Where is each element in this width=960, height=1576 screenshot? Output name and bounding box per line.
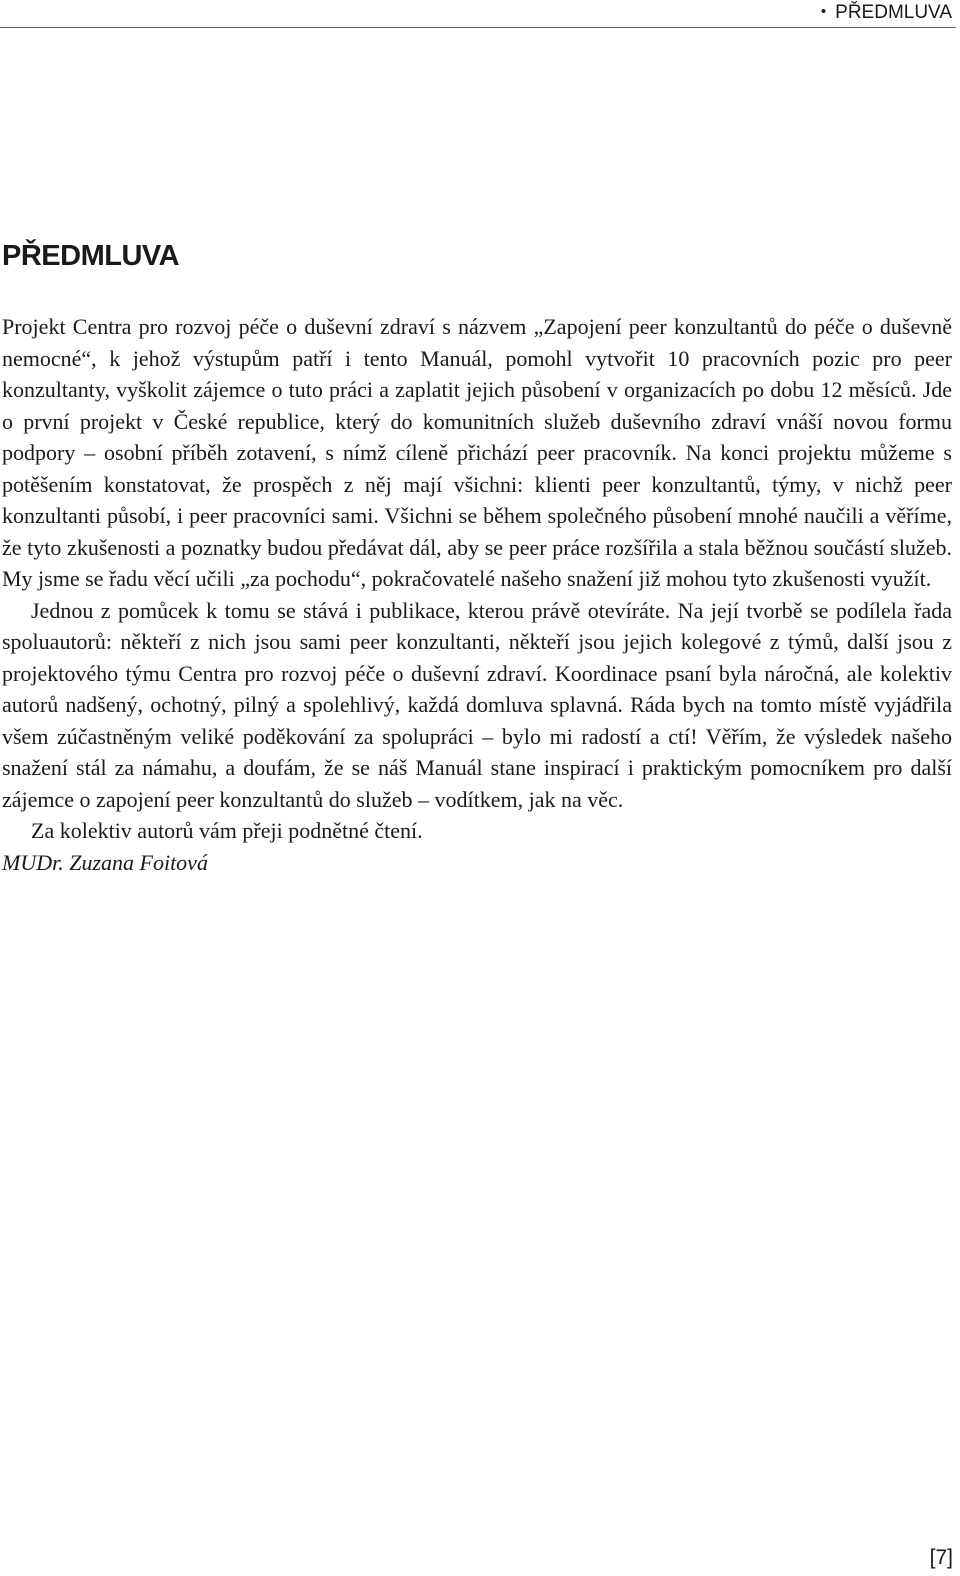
paragraph-publication: Jednou z pomůcek k tomu se stává i publikace, kterou právě otevíráte. Na její tvorbě se podílela řada spoluautorů: někteří z nich jsou sami peer konzultanti, někteří jsou jejich kolegové z týmů, další jsou z projektového týmu Centra pro rozvoj péče o duševní zdraví. Koordinace psaní byla náročná, ale kolektiv autorů nadšený, ochotný, pilný a spolehlivý, každá domluva splavná. Ráda bych na tomto místě vyjádřila všem zúčastněným veliké poděkování za spolupráci – bylo mi radostí a ctí! Věřím, že výsledek našeho snažení stál za námahu, a doufám, že se náš Manuál stane inspirací i praktickým pomocníkem pro další zájemce o zapojení peer konzultantů do služeb – vodítkem, jak na věc. xyxy=(2,597,952,812)
body-text xyxy=(2,311,952,878)
bullet-icon: • xyxy=(820,3,827,20)
header-divider xyxy=(0,27,956,28)
page-title: PŘEDMLUVA xyxy=(2,240,180,272)
running-header-label: PŘEDMLUVA xyxy=(835,2,952,23)
paragraph-intro: Projekt Centra pro rozvoj péče o duševní zdraví s názvem „Zapojení peer konzultantů do péče o duševně nemocné“, k jehož výstupům patří i tento Manuál, pomohl vytvořit 10 pracovních pozic pro peer konzultanty, vyškolit zájemce o tuto práci a zaplatit jejich působení v organizacích po dobu 12 měsíců. Jde o první projekt v České republice, který do komunitních služeb duševního zdraví vnáší novou formu podpory – osobní příběh zotavení, s nímž cíleně přichází peer pracovník. Na konci projektu můžeme s potěšením konstatovat, že prospěch z něj mají všichni: klienti peer konzultantů, týmy, v nichž peer konzultanti působí, i peer pracovníci sami. Všichni se během společného působení mnohé naučili a věříme, že tyto zkušenosti a poznatky budou předávat dál, aby se peer práce rozšířila a stala běžnou součástí služeb. My jsme se řadu věcí učili „za pochodu“, pokračovatelé našeho snažení již mohou tyto zkušenosti využít. xyxy=(2,314,952,591)
paragraph-closing: Za kolektiv autorů vám přeji podnětné čtení. xyxy=(31,818,423,843)
running-header xyxy=(821,2,952,24)
page-number: [7] xyxy=(929,1546,953,1569)
signature: MUDr. Zuzana Foitová xyxy=(2,849,208,875)
